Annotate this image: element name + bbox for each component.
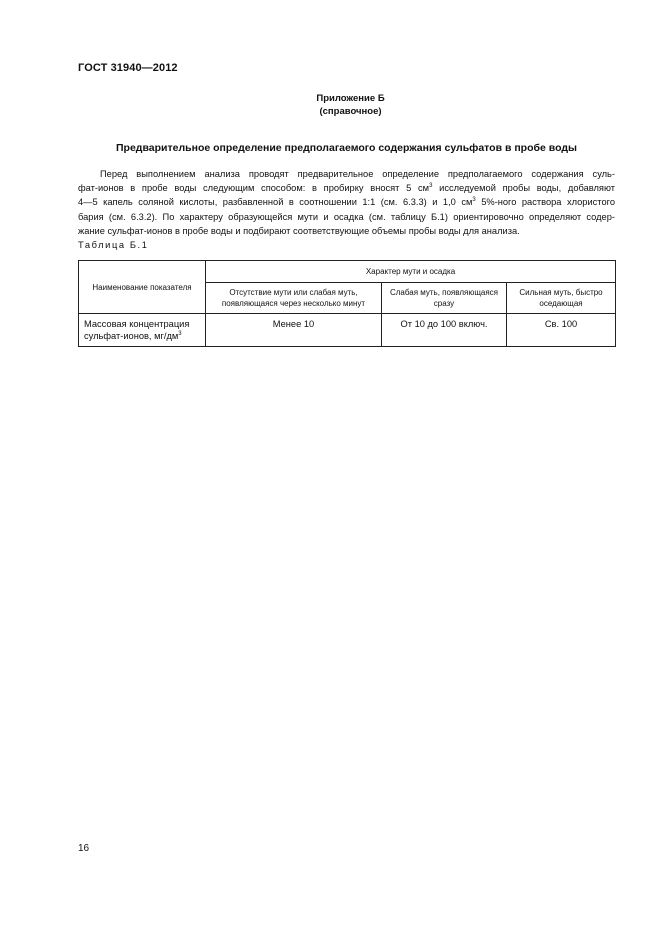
paragraph-line: фат-ионов в пробе воды следующим способом: в пробирку вносят 5 $см^3$ исследуемой пробы воды, добавляют bbox=[78, 183, 615, 194]
header-column: Слабая муть, появляющаяся сразу bbox=[382, 283, 507, 314]
table-cell: От 10 до 100 включ. bbox=[382, 314, 507, 347]
annex-title: Приложение Б bbox=[316, 93, 385, 104]
paragraph-line: жание сульфат-ионов в пробе воды и подбирают соответствующие объемы пробы воды для анализа. bbox=[78, 225, 520, 236]
data-table bbox=[78, 260, 616, 347]
header-column: Сильная муть, быстро оседающая bbox=[507, 283, 616, 314]
header-parameter: Наименование показателя bbox=[79, 261, 206, 314]
body-paragraph bbox=[78, 167, 615, 238]
document-code: ГОСТ 31940—2012 bbox=[78, 62, 178, 74]
annex-status: (справочное) bbox=[319, 106, 382, 117]
header-group: Характер мути и осадка bbox=[206, 261, 616, 283]
page-number: 16 bbox=[78, 843, 90, 854]
header-column: Отсутствие мути или слабая муть, появляющаяся через несколько минут bbox=[206, 283, 382, 314]
section-title: Предварительное определение предполагаемого содержания сульфатов в пробе воды bbox=[116, 142, 577, 154]
table-caption: Таблица Б.1 bbox=[78, 240, 149, 250]
table-cell: Св. 100 bbox=[507, 314, 616, 347]
row-label: Массовая концентрация сульфат-ионов, $мг/дм^3$ bbox=[79, 314, 206, 347]
table-cell: Менее 10 bbox=[206, 314, 382, 347]
annex-heading bbox=[0, 92, 661, 118]
table-row bbox=[79, 314, 616, 347]
paragraph-line: Перед выполнением анализа проводят предварительное определение предполагаемого содержания суль- bbox=[100, 169, 615, 179]
paragraph-line: 4—5 капель соляной кислоты, разбавленной в соотношении 1:1 (см. 6.3.3) и 1,0 $см^3$ 5%-ного раствора хлористого bbox=[78, 197, 615, 208]
paragraph-line: бария (см. 6.3.2). По характеру образующейся мути и осадка (см. таблицу Б.1) ориентировочно определяют содер- bbox=[78, 211, 615, 222]
